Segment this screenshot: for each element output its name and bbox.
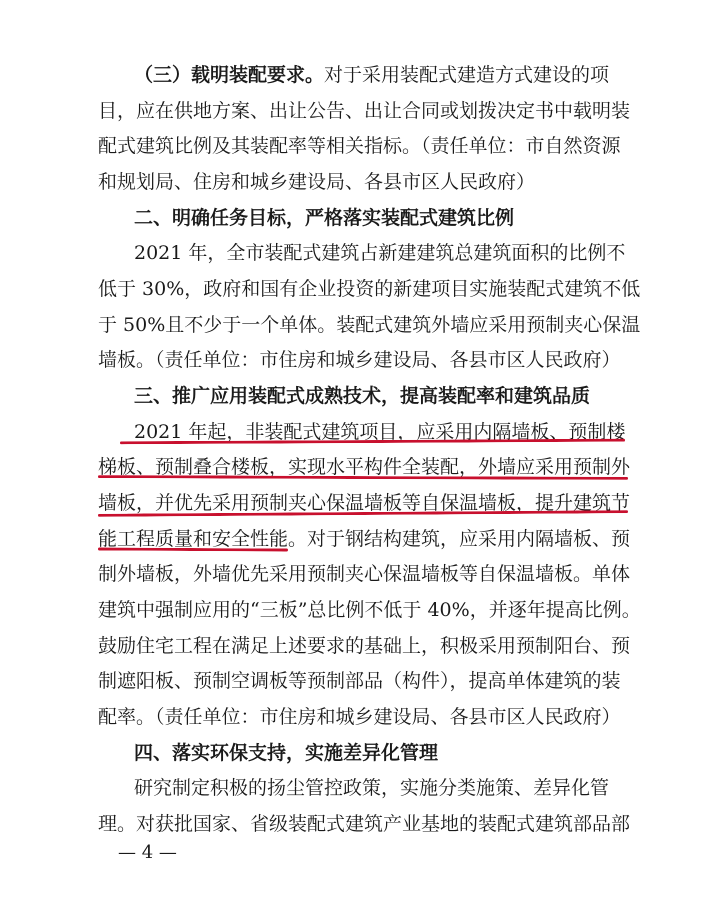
paragraph-line: 和规划局、住房和城乡建设局、各县市区人民政府） bbox=[98, 171, 536, 193]
paragraph-line: 于 50%且不少于一个单体。装配式建筑外墙应采用预制夹心保温 bbox=[98, 314, 641, 336]
paragraph-line: 配率。（责任单位：市住房和城乡建设局、各县市区人民政府） bbox=[98, 706, 621, 728]
paragraph-line: 研究制定积极的扬尘管控政策，实施分类施策、差异化管 bbox=[134, 777, 610, 799]
paragraph-line: 墙板。（责任单位：市住房和城乡建设局、各县市区人民政府） bbox=[98, 349, 621, 371]
paragraph-line-highlighted: 墙板，并优先采用预制夹心保温墙板等自保温墙板，提升建筑节 bbox=[98, 492, 631, 514]
paragraph-line: 制遮阳板、预制空调板等预制部品（构件），提高单体建筑的装 bbox=[98, 670, 621, 692]
section3-first-line bbox=[0, 60, 706, 90]
paragraph-line: 建筑中强制应用的“三板”总比例不低于 40%，并逐年提高比例。 bbox=[98, 599, 641, 621]
paragraph-line-highlighted: 梯板、预制叠合楼板，实现水平构件全装配，外墙应采用预制外 bbox=[98, 456, 631, 478]
paragraph-line-highlighted: 2021 年起，非装配式建筑项目，应采用内隔墙板、预制楼 bbox=[134, 421, 626, 443]
section-heading-four: 四、落实环保支持，实施差异化管理 bbox=[134, 742, 439, 764]
section3-heading: （三）载明装配要求。 bbox=[134, 64, 325, 86]
paragraph-line: 配式建筑比例及其装配率等相关指标。（责任单位：市自然资源 bbox=[98, 135, 621, 157]
paragraph-line-partly-highlighted: 能工程质量和安全性能。对于钢结构建筑，应采用内隔墙板、预 bbox=[98, 528, 631, 550]
paragraph-line: 对于采用装配式建造方式建设的项 bbox=[324, 64, 610, 86]
paragraph-line: 低于 30%，政府和国有企业投资的新建项目实施装配式建筑不低 bbox=[98, 278, 641, 300]
section-heading-three: 三、推广应用装配式成熟技术，提高装配率和建筑品质 bbox=[134, 385, 591, 407]
paragraph-line: 理。对获批国家、省级装配式建筑产业基地的装配式建筑部品部 bbox=[98, 813, 631, 835]
paragraph-line: 鼓励住宅工程在满足上述要求的基础上，积极采用预制阳台、预 bbox=[98, 635, 631, 657]
page-number: — 4 — bbox=[118, 842, 177, 863]
section-heading-two: 二、明确任务目标，严格落实装配式建筑比例 bbox=[134, 207, 515, 229]
paragraph-line: 制外墙板，外墙优先采用预制夹心保温墙板等自保温墙板。单体 bbox=[98, 563, 631, 585]
paragraph-line: 目，应在供地方案、出让公告、出让合同或划拨决定书中载明装 bbox=[98, 100, 631, 122]
paragraph-line: 2021 年，全市装配式建筑占新建建筑总建筑面积的比例不 bbox=[134, 242, 626, 264]
